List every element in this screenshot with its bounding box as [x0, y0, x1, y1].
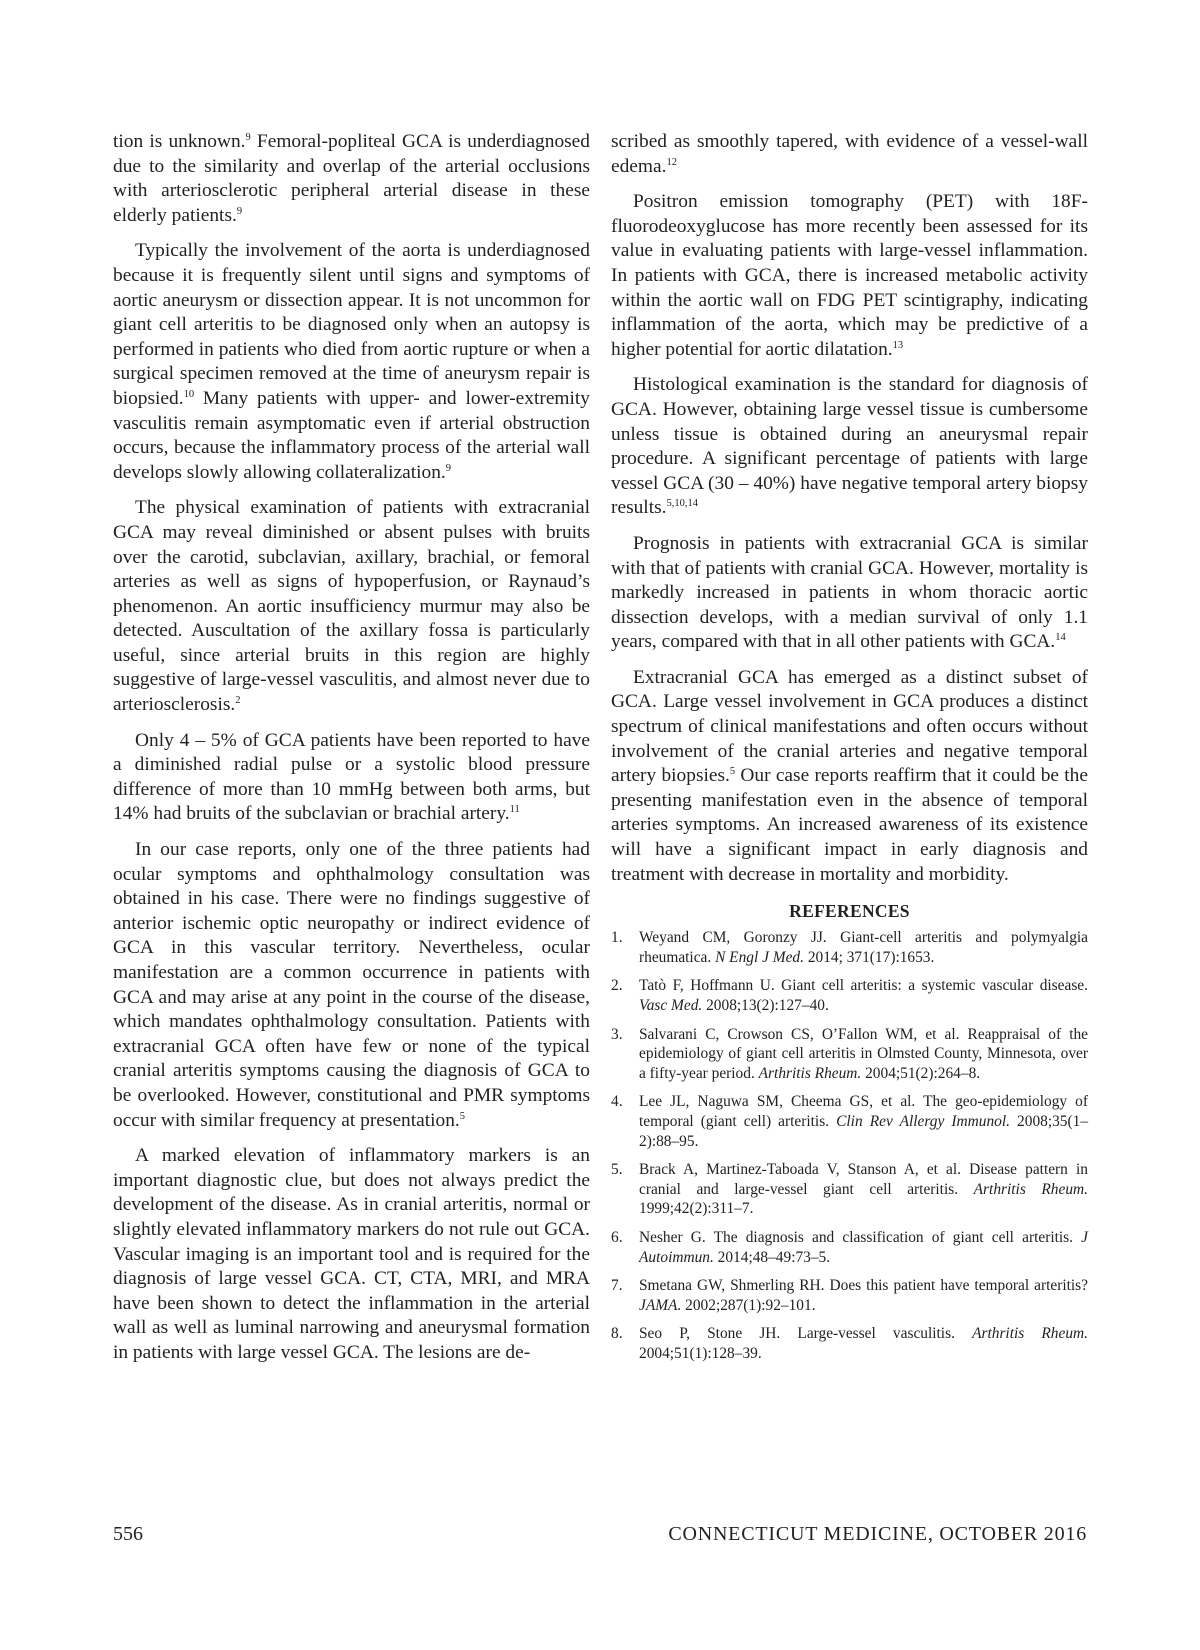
reference-item: 2. Tatò F, Hoffmann U. Giant cell arteritis: a systemic vascular disease. Vasc Med. 2008;13(2):127–40.	[611, 977, 1088, 1014]
reference-item: 1. Weyand CM, Goronzy JJ. Giant-cell arteritis and polymyalgia rheumatica. N Engl J Med. 2014; 371(17):1653.	[611, 929, 1088, 966]
reference-item: 8. Seo P, Stone JH. Large-vessel vasculitis. Arthritis Rheum. 2004;51(1):128–39.	[611, 1325, 1088, 1362]
paragraph: In our case reports, only one of the three patients had ocular symptoms and ophthalmology consultation was obtained in his case. There were no findings suggestive of anterior ischemic optic neuropathy or indirect evidence of GCA in this vascular territory. Nevertheless, ocular manifestation are a common occurrence in patients with GCA and may arise at any point in the course of the disease, which mandates ophthalmology consultation. Patients with extracranial GCA often have few or none of the typical cranial arteritis symptoms causing the diagnosis of GCA to be overlooked. However, constitutional and PMR symptoms occur with similar frequency at presentation.$^5$	[113, 839, 590, 1131]
paragraph: Histological examination is the standard for diagnosis of GCA. However, obtaining large vessel tissue is cumbersome unless tissue is obtained during an aneurysmal repair procedure. A significant percentage of patients with large vessel GCA (30 – 40%) have negative temporal artery biopsy results.$^{5,10,14}$	[611, 374, 1088, 519]
reference-item: 3. Salvarani C, Crowson CS, O’Fallon WM, et al. Reappraisal of the epidemiology of giant cell arteritis in Olmsted County, Minnesota, over a fifty-year period. Arthritis Rheum. 2004;51(2):264–8.	[611, 1025, 1088, 1082]
paragraph: tion is unknown.$^9$ Femoral-popliteal GCA is underdiagnosed due to the similarity and overlap of the arterial occlusions with arteriosclerotic peripheral arterial disease in these elderly patients.$^9$	[113, 131, 590, 226]
paragraph: Positron emission tomography (PET) with 18F-fluorodeoxyglucose has more recently been assessed for its value in evaluating patients with large-vessel inflammation. In patients with GCA, there is increased metabolic activity within the aortic wall on FDG PET scintigraphy, indicating inflammation of the aorta, which may be predictive of a higher potential for aortic dilatation.$^{13}$	[611, 191, 1088, 360]
references-list	[611, 928, 1088, 1363]
reference-item: 4. Lee JL, Naguwa SM, Cheema GS, et al. The geo-epidemiology of temporal (giant cell) arteritis. Clin Rev Allergy Immunol. 2008;35(1–2):88–95.	[611, 1093, 1089, 1150]
reference-item: 5. Brack A, Martinez-Taboada V, Stanson A, et al. Disease pattern in cranial and large-vessel giant cell arteritis. Arthritis Rheum. 1999;42(2):311–7.	[611, 1161, 1088, 1218]
left-column	[113, 130, 590, 1377]
paragraph: Only 4 – 5% of GCA patients have been reported to have a diminished radial pulse or a systolic blood pressure difference of more than 10 mmHg between both arms, but 14% had bruits of the subclavian or brachial artery.$^{11}$	[113, 729, 590, 825]
reference-item: 7. Smetana GW, Shmerling RH. Does this patient have temporal arteritis? JAMA. 2002;287(1):92–101.	[611, 1277, 1088, 1314]
references-heading: REFERENCES	[789, 901, 910, 922]
journal-footer: CONNECTICUT MEDICINE, OCTOBER 2016	[668, 1523, 1087, 1545]
paragraph: Prognosis in patients with extracranial GCA is similar with that of patients with cranial GCA. However, mortality is markedly increased in patients in whom thoracic aortic dissection develops, with a median survival of only 1.1 years, compared with that in all other patients with GCA.$^{14}$	[611, 532, 1088, 653]
page-number: 556	[113, 1523, 143, 1545]
right-column	[611, 130, 1088, 1373]
paragraph: Extracranial GCA has emerged as a distinct subset of GCA. Large vessel involvement in GCA produces a distinct spectrum of clinical manifestations and often occurs without involvement of the cranial arteries and negative temporal artery biopsies.$^5$ Our case reports reaffirm that it could be the presenting manifestation even in the absence of temporal arteries symptoms. An increased awareness of its existence will have a significant impact in early diagnosis and treatment with decrease in mortality and morbidity.	[611, 666, 1088, 885]
paragraph: A marked elevation of inflammatory markers is an important diagnostic clue, but does not always predict the development of the disease. As in cranial arteritis, normal or slightly elevated inflammatory markers do not rule out GCA. Vascular imaging is an important tool and is required for the diagnosis of large vessel GCA. CT, CTA, MRI, and MRA have been shown to detect the inflammation in the arterial wall as well as luminal narrowing and aneurysmal formation in patients with large vessel GCA. The lesions are de-	[113, 1145, 590, 1363]
reference-item: 6. Nesher G. The diagnosis and classification of giant cell arteritis. J Autoimmun. 2014;48–49:73–5.	[611, 1228, 1088, 1266]
paragraph: Typically the involvement of the aorta is underdiagnosed because it is frequently silent until signs and symptoms of aortic aneurysm or dissection appear. It is not uncommon for giant cell arteritis to be diagnosed only when an autopsy is performed in patients who died from aortic rupture or when a surgical specimen removed at the time of aneurysm repair is biopsied.$^{10}$ Many patients with upper- and lower-extremity vasculitis remain asymptomatic even if arterial obstruction occurs, because the inflammatory process of the arterial wall develops slowly allowing collateralization.$^9$	[113, 240, 590, 483]
paragraph: The physical examination of patients with extracranial GCA may reveal diminished or absent pulses with bruits over the carotid, subclavian, axillary, brachial, or femoral arteries as well as signs of hypoperfusion, or Raynaud’s phenomenon. An aortic insufficiency murmur may also be detected. Auscultation of the axillary fossa is particularly useful, since arterial bruits in this region are highly suggestive of large-vessel vasculitis, and almost never due to arteriosclerosis.$^2$	[113, 497, 590, 716]
paragraph: scribed as smoothly tapered, with evidence of a vessel-wall edema.$^{12}$	[611, 131, 1088, 177]
